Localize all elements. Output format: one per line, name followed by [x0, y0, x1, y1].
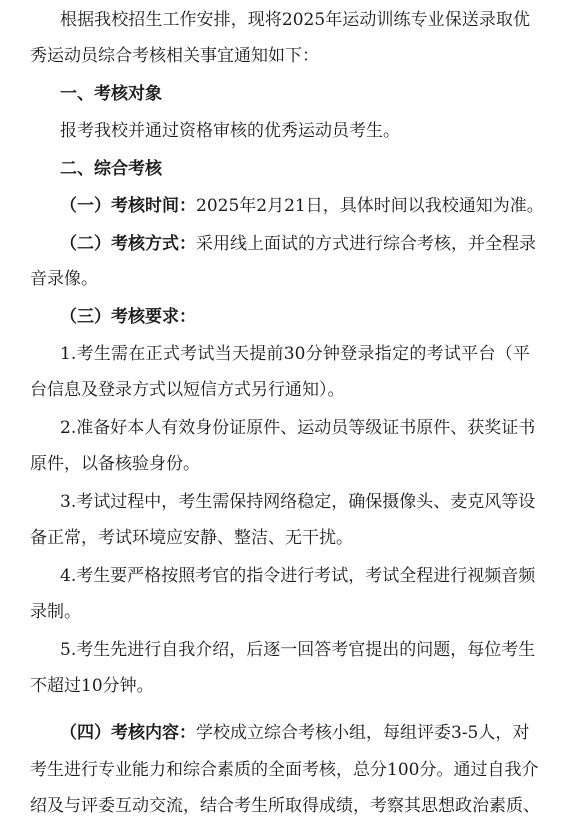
requirement-4-line-1: 4.考生要严格按照考官的指令进行考试，考试全程进行视频音频: [60, 566, 536, 586]
intro-line-1: 根据我校招生工作安排，现将2025年运动训练专业保送录取优: [60, 10, 530, 30]
requirement-1-line-1: 1.考生需在正式考试当天提前30分钟登录指定的考试平台（平: [60, 344, 530, 364]
assessment-time-text: 2025年2月21日，具体时间以我校通知为准。: [196, 196, 544, 216]
assessment-content-line-2: 考生进行专业能力和综合素质的全面考核，总分100分。通过自我介: [30, 760, 539, 780]
assessment-requirements-label: （三）考核要求：: [60, 307, 196, 327]
assessment-method-line-2: 音录像。: [30, 269, 98, 289]
assessment-content-line-3: 绍及与评委互动交流，结合考生所取得成绩，考察其思想政治素质、: [30, 796, 540, 816]
requirement-4-line-2: 录制。: [30, 602, 81, 622]
requirement-2-line-2: 原件，以备核验身份。: [30, 454, 200, 474]
section-target-body: 报考我校并通过资格审核的优秀运动员考生。: [60, 121, 400, 141]
assessment-time: [60, 195, 544, 217]
section-heading-assessment: 二、综合考核: [60, 159, 162, 179]
requirement-5-line-1: 5.考生先进行自我介绍，后逐一回答考官提出的问题，每位考生: [60, 640, 536, 660]
requirement-3-line-1: 3.考试过程中，考生需保持网络稳定，确保摄像头、麦克风等设: [60, 492, 536, 512]
assessment-content-line-1: （四）考核内容：学校成立综合考核小组，每组评委3-5人，对: [60, 723, 530, 743]
assessment-content-label: （四）考核内容：: [60, 723, 196, 743]
requirement-2-line-1: 2.准备好本人有效身份证原件、运动员等级证书原件、获奖证书: [60, 418, 536, 438]
intro-line-2: 秀运动员综合考核相关事宜通知如下：: [30, 46, 319, 66]
requirement-3-line-2: 备正常，考试环境应安静、整洁、无干扰。: [30, 528, 353, 548]
assessment-time-label: （一）考核时间：: [60, 196, 196, 216]
assessment-method-line-1: （二）考核方式：采用线上面试的方式进行综合考核，并全程录: [60, 234, 536, 254]
section-heading-target: 一、考核对象: [60, 84, 162, 104]
requirement-1-line-2: 台信息及登录方式以短信方式另行通知）。: [30, 380, 345, 400]
requirement-5-line-2: 不超过10分钟。: [30, 676, 154, 696]
assessment-method-label: （二）考核方式：: [60, 234, 196, 254]
